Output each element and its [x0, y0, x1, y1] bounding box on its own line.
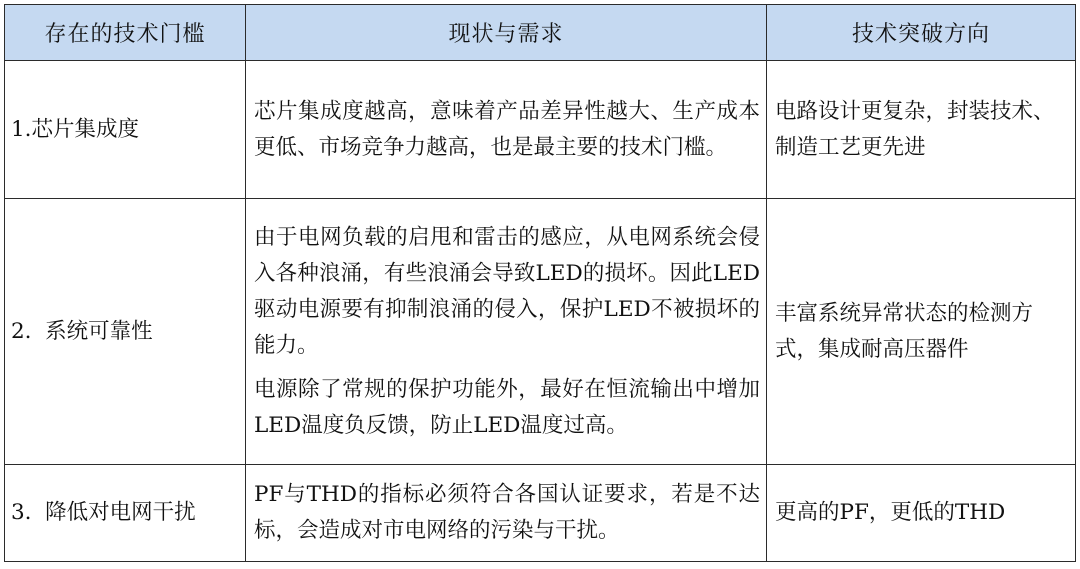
direction-cell: 更高的PF，更低的THD [767, 465, 1076, 562]
status-cell [246, 61, 767, 199]
status-cell [246, 465, 767, 562]
table-row [5, 465, 1076, 562]
barrier-cell: 2. 系统可靠性 [5, 199, 246, 465]
barrier-cell: 1.芯片集成度 [5, 61, 246, 199]
tech-barrier-table [4, 4, 1076, 562]
status-cell [246, 199, 767, 465]
header-breakthrough-direction: 技术突破方向 [767, 5, 1076, 61]
status-paragraph: 电源除了常规的保护功能外，最好在恒流输出中增加LED温度负反馈，防止LED温度过高。 [254, 376, 760, 438]
status-paragraph: 由于电网负载的启甩和雷击的感应，从电网系统会侵入各种浪涌，有些浪涌会导致LED的损坏。因此LED驱动电源要有抑制浪涌的侵入，保护LED不被损坏的能力。 [254, 224, 760, 358]
table-row [5, 61, 1076, 199]
table-header-row [5, 5, 1076, 61]
status-paragraph: 芯片集成度越高，意味着产品差异性越大、生产成本更低、市场竞争力越高，也是最主要的技术门槛。 [254, 98, 760, 160]
barrier-cell: 3. 降低对电网干扰 [5, 465, 246, 562]
header-status-needs: 现状与需求 [246, 5, 767, 61]
direction-cell: 电路设计更复杂，封装技术、制造工艺更先进 [767, 61, 1076, 199]
table-row [5, 199, 1076, 465]
header-barrier: 存在的技术门槛 [5, 5, 246, 61]
status-paragraph: PF与THD的指标必须符合各国认证要求，若是不达标，会造成对市电网络的污染与干扰。 [254, 482, 760, 543]
direction-cell: 丰富系统异常状态的检测方式，集成耐高压器件 [767, 199, 1076, 465]
